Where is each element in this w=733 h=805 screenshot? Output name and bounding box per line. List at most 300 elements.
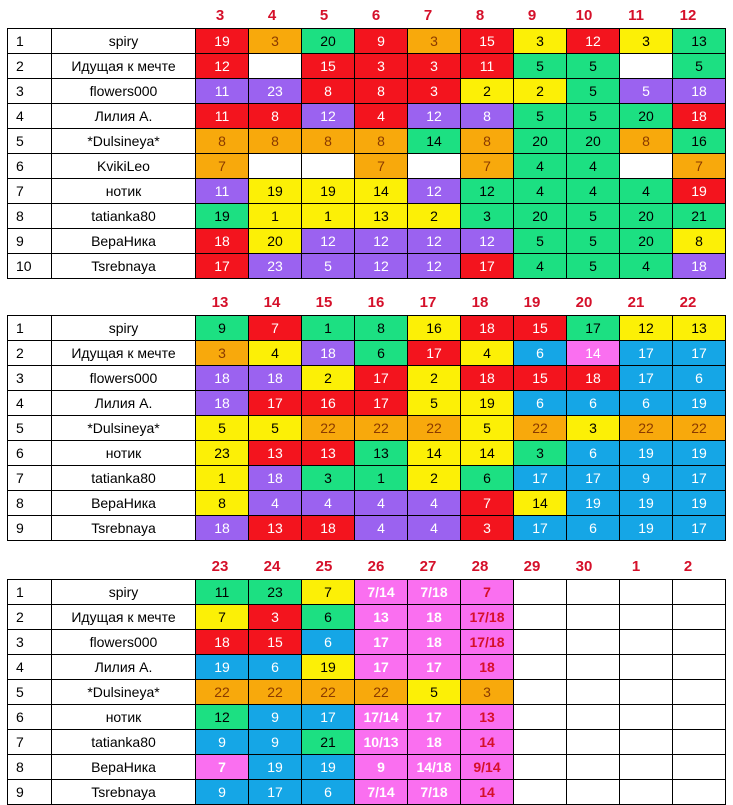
score-cell xyxy=(673,680,726,705)
score-cell: 12 xyxy=(302,104,355,129)
score-cell xyxy=(514,630,567,655)
score-cell: 15 xyxy=(514,366,567,391)
day-header: 29 xyxy=(523,558,541,575)
score-cell: 12 xyxy=(461,179,514,204)
score-cell: 19 xyxy=(249,179,302,204)
score-cell: 7/14 xyxy=(355,580,408,605)
score-cell: 13 xyxy=(355,441,408,466)
row-number: 7 xyxy=(8,179,52,204)
score-cell xyxy=(408,154,461,179)
score-cell: 18 xyxy=(567,366,620,391)
table-row xyxy=(8,366,726,391)
day-header: 13 xyxy=(211,294,229,311)
participant-name: tatianka80 xyxy=(52,204,196,229)
score-cell: 7 xyxy=(196,755,249,780)
score-cell: 17 xyxy=(355,630,408,655)
schedule-block-3 xyxy=(0,555,733,800)
score-cell: 3 xyxy=(408,79,461,104)
table-row xyxy=(8,491,726,516)
score-cell: 17 xyxy=(302,705,355,730)
day-header: 24 xyxy=(263,558,281,575)
table-row xyxy=(8,154,726,179)
score-cell: 17 xyxy=(514,466,567,491)
score-cell: 18 xyxy=(249,366,302,391)
score-cell: 5 xyxy=(567,54,620,79)
score-cell: 19 xyxy=(196,29,249,54)
score-cell xyxy=(514,780,567,805)
score-cell xyxy=(514,605,567,630)
score-cell: 5 xyxy=(567,204,620,229)
score-cell: 4 xyxy=(620,254,673,279)
score-cell: 7 xyxy=(196,605,249,630)
score-cell: 8 xyxy=(249,129,302,154)
score-cell: 11 xyxy=(196,79,249,104)
table-row xyxy=(8,79,726,104)
score-cell: 16 xyxy=(408,316,461,341)
score-cell: 4 xyxy=(620,179,673,204)
score-cell xyxy=(567,730,620,755)
score-cell: 19 xyxy=(567,491,620,516)
score-cell xyxy=(673,655,726,680)
score-cell: 14 xyxy=(408,129,461,154)
score-cell: 8 xyxy=(461,129,514,154)
table-row xyxy=(8,254,726,279)
participant-name: Tsrebnaya xyxy=(52,254,196,279)
score-cell: 2 xyxy=(408,204,461,229)
row-number: 6 xyxy=(8,441,52,466)
row-number: 6 xyxy=(8,154,52,179)
score-cell: 17 xyxy=(355,391,408,416)
score-cell: 8 xyxy=(302,129,355,154)
day-header: 22 xyxy=(679,294,697,311)
score-cell: 7/18 xyxy=(408,580,461,605)
score-cell: 1 xyxy=(302,204,355,229)
score-cell: 3 xyxy=(249,29,302,54)
score-cell: 17 xyxy=(408,341,461,366)
table-row xyxy=(8,780,726,805)
row-number: 3 xyxy=(8,630,52,655)
score-cell: 23 xyxy=(249,580,302,605)
score-cell: 18 xyxy=(408,605,461,630)
score-cell: 17 xyxy=(620,341,673,366)
score-cell: 17 xyxy=(567,316,620,341)
table-row xyxy=(8,466,726,491)
score-cell xyxy=(620,705,673,730)
score-cell xyxy=(514,705,567,730)
participant-name: ВераНика xyxy=(52,491,196,516)
day-header: 18 xyxy=(471,294,489,311)
score-cell: 9 xyxy=(196,316,249,341)
participant-name: нотик xyxy=(52,705,196,730)
score-cell: 19 xyxy=(196,655,249,680)
day-header: 28 xyxy=(471,558,489,575)
score-cell: 6 xyxy=(355,341,408,366)
score-cell: 8 xyxy=(461,104,514,129)
score-cell: 3 xyxy=(461,516,514,541)
score-cell: 7/18 xyxy=(408,780,461,805)
score-cell: 7 xyxy=(461,580,514,605)
score-cell: 21 xyxy=(302,730,355,755)
score-cell: 22 xyxy=(196,680,249,705)
score-cell: 15 xyxy=(461,29,514,54)
score-cell: 5 xyxy=(620,79,673,104)
score-cell: 22 xyxy=(302,680,355,705)
participant-name: *Dulsineya* xyxy=(52,680,196,705)
day-header: 6 xyxy=(371,7,381,24)
score-cell xyxy=(567,630,620,655)
score-cell: 7 xyxy=(673,154,726,179)
row-number: 4 xyxy=(8,104,52,129)
score-cell: 12 xyxy=(355,254,408,279)
score-cell: 20 xyxy=(620,104,673,129)
score-cell: 3 xyxy=(461,680,514,705)
score-cell: 18 xyxy=(302,516,355,541)
score-cell: 2 xyxy=(302,366,355,391)
row-number: 1 xyxy=(8,580,52,605)
table-row xyxy=(8,705,726,730)
score-cell: 3 xyxy=(620,29,673,54)
schedule-block-1 xyxy=(0,4,733,272)
participant-name: Идущая к мечте xyxy=(52,54,196,79)
day-header: 25 xyxy=(315,558,333,575)
score-cell xyxy=(620,755,673,780)
score-cell: 6 xyxy=(302,780,355,805)
score-cell: 18 xyxy=(673,104,726,129)
score-cell xyxy=(673,730,726,755)
score-cell: 6 xyxy=(514,391,567,416)
participant-name: Tsrebnaya xyxy=(52,516,196,541)
score-cell: 20 xyxy=(620,229,673,254)
schedule-block-2 xyxy=(0,291,733,536)
score-cell: 22 xyxy=(673,416,726,441)
table-row xyxy=(8,516,726,541)
score-cell: 7/14 xyxy=(355,780,408,805)
row-number: 8 xyxy=(8,755,52,780)
day-header: 1 xyxy=(631,558,641,575)
score-cell: 9 xyxy=(355,29,408,54)
score-cell: 12 xyxy=(567,29,620,54)
score-cell: 17 xyxy=(196,254,249,279)
score-cell: 12 xyxy=(355,229,408,254)
row-number: 9 xyxy=(8,780,52,805)
table-row xyxy=(8,416,726,441)
score-cell: 18 xyxy=(673,79,726,104)
score-cell: 9 xyxy=(196,730,249,755)
score-cell: 9 xyxy=(355,755,408,780)
score-cell: 14 xyxy=(461,730,514,755)
row-number: 9 xyxy=(8,516,52,541)
score-cell xyxy=(620,580,673,605)
day-header: 16 xyxy=(367,294,385,311)
day-header: 4 xyxy=(267,7,277,24)
score-cell: 18 xyxy=(673,254,726,279)
score-cell: 5 xyxy=(514,54,567,79)
score-cell: 8 xyxy=(355,79,408,104)
table-row xyxy=(8,605,726,630)
score-cell: 19 xyxy=(620,516,673,541)
score-cell: 4 xyxy=(514,179,567,204)
score-cell: 4 xyxy=(355,516,408,541)
score-cell: 18 xyxy=(196,366,249,391)
day-header: 12 xyxy=(679,7,697,24)
row-number: 1 xyxy=(8,316,52,341)
score-cell xyxy=(567,705,620,730)
score-cell: 5 xyxy=(302,254,355,279)
day-header: 21 xyxy=(627,294,645,311)
score-cell: 13 xyxy=(673,29,726,54)
score-cell: 13 xyxy=(355,605,408,630)
score-cell: 12 xyxy=(196,54,249,79)
score-cell: 18 xyxy=(461,655,514,680)
score-cell: 4 xyxy=(514,254,567,279)
score-cell xyxy=(673,630,726,655)
score-cell: 8 xyxy=(249,104,302,129)
score-cell: 4 xyxy=(514,154,567,179)
score-cell: 4 xyxy=(302,491,355,516)
score-cell: 2 xyxy=(514,79,567,104)
day-header: 20 xyxy=(575,294,593,311)
score-cell: 19 xyxy=(302,655,355,680)
score-cell: 10/13 xyxy=(355,730,408,755)
score-cell: 19 xyxy=(673,179,726,204)
score-cell xyxy=(567,580,620,605)
score-cell: 12 xyxy=(196,705,249,730)
score-cell: 13 xyxy=(302,441,355,466)
score-cell: 6 xyxy=(514,341,567,366)
score-cell: 7 xyxy=(249,316,302,341)
score-cell: 5 xyxy=(567,229,620,254)
score-cell xyxy=(567,780,620,805)
score-cell: 3 xyxy=(514,29,567,54)
score-cell: 1 xyxy=(196,466,249,491)
row-number: 3 xyxy=(8,366,52,391)
score-cell xyxy=(620,630,673,655)
score-cell: 19 xyxy=(620,441,673,466)
participant-name: нотик xyxy=(52,179,196,204)
row-number: 7 xyxy=(8,466,52,491)
score-cell: 3 xyxy=(567,416,620,441)
score-cell: 17 xyxy=(249,391,302,416)
score-cell: 4 xyxy=(249,341,302,366)
participant-name: flowers000 xyxy=(52,79,196,104)
day-header: 15 xyxy=(315,294,333,311)
table-row xyxy=(8,441,726,466)
row-number: 2 xyxy=(8,341,52,366)
day-header: 5 xyxy=(319,7,329,24)
score-cell xyxy=(249,154,302,179)
score-cell: 13 xyxy=(249,516,302,541)
score-cell: 8 xyxy=(620,129,673,154)
score-cell: 7 xyxy=(461,154,514,179)
score-cell: 6 xyxy=(461,466,514,491)
score-cell: 11 xyxy=(196,580,249,605)
table-row xyxy=(8,104,726,129)
score-cell: 7 xyxy=(196,154,249,179)
participant-name: Идущая к мечте xyxy=(52,341,196,366)
score-cell xyxy=(620,605,673,630)
score-cell: 1 xyxy=(249,204,302,229)
score-cell: 8 xyxy=(196,491,249,516)
row-number: 5 xyxy=(8,680,52,705)
score-cell: 7 xyxy=(461,491,514,516)
score-cell: 18 xyxy=(461,316,514,341)
participant-name: ВераНика xyxy=(52,755,196,780)
day-header: 7 xyxy=(423,7,433,24)
participant-name: tatianka80 xyxy=(52,730,196,755)
score-cell: 5 xyxy=(673,54,726,79)
participant-name: spiry xyxy=(52,580,196,605)
score-cell: 12 xyxy=(620,316,673,341)
score-cell: 1 xyxy=(355,466,408,491)
score-cell: 17/14 xyxy=(355,705,408,730)
score-cell: 4 xyxy=(567,179,620,204)
score-cell: 17 xyxy=(408,705,461,730)
score-cell: 20 xyxy=(620,204,673,229)
score-cell: 12 xyxy=(408,229,461,254)
score-cell: 22 xyxy=(355,416,408,441)
score-cell: 3 xyxy=(302,466,355,491)
score-cell: 18 xyxy=(196,630,249,655)
score-cell: 17 xyxy=(514,516,567,541)
day-header: 17 xyxy=(419,294,437,311)
score-cell: 17/18 xyxy=(461,630,514,655)
score-cell: 23 xyxy=(249,254,302,279)
score-cell xyxy=(620,780,673,805)
score-cell: 14 xyxy=(355,179,408,204)
table-row xyxy=(8,316,726,341)
score-cell: 18 xyxy=(249,466,302,491)
score-cell: 20 xyxy=(567,129,620,154)
score-cell: 23 xyxy=(196,441,249,466)
row-number: 3 xyxy=(8,79,52,104)
score-cell: 12 xyxy=(408,179,461,204)
score-cell: 22 xyxy=(620,416,673,441)
score-cell: 18 xyxy=(461,366,514,391)
score-cell: 9 xyxy=(249,705,302,730)
score-cell: 19 xyxy=(196,204,249,229)
score-cell: 14 xyxy=(567,341,620,366)
score-cell: 8 xyxy=(355,129,408,154)
score-cell: 17/18 xyxy=(461,605,514,630)
score-cell: 6 xyxy=(302,605,355,630)
score-cell: 2 xyxy=(408,466,461,491)
day-header: 8 xyxy=(475,7,485,24)
score-cell: 5 xyxy=(514,104,567,129)
score-cell: 15 xyxy=(302,54,355,79)
score-cell xyxy=(673,780,726,805)
score-cell: 5 xyxy=(196,416,249,441)
score-cell: 3 xyxy=(461,204,514,229)
score-cell: 12 xyxy=(461,229,514,254)
score-cell: 3 xyxy=(408,54,461,79)
score-cell: 17 xyxy=(461,254,514,279)
score-cell: 8 xyxy=(302,79,355,104)
row-number: 2 xyxy=(8,605,52,630)
table-row xyxy=(8,680,726,705)
score-cell: 9 xyxy=(196,780,249,805)
score-cell: 20 xyxy=(514,129,567,154)
score-cell: 22 xyxy=(249,680,302,705)
score-cell xyxy=(567,755,620,780)
schedule-table-3 xyxy=(7,579,726,805)
score-cell: 14 xyxy=(461,780,514,805)
score-cell: 14 xyxy=(514,491,567,516)
score-cell: 11 xyxy=(461,54,514,79)
day-header: 9 xyxy=(527,7,537,24)
row-number: 7 xyxy=(8,730,52,755)
day-header: 26 xyxy=(367,558,385,575)
participant-name: spiry xyxy=(52,316,196,341)
score-cell: 18 xyxy=(302,341,355,366)
score-cell: 15 xyxy=(249,630,302,655)
score-cell: 5 xyxy=(408,391,461,416)
score-cell: 23 xyxy=(249,79,302,104)
score-cell: 6 xyxy=(249,655,302,680)
score-cell: 5 xyxy=(408,680,461,705)
score-cell: 19 xyxy=(302,179,355,204)
score-cell: 13 xyxy=(461,705,514,730)
row-number: 8 xyxy=(8,491,52,516)
score-cell: 18 xyxy=(196,516,249,541)
row-number: 10 xyxy=(8,254,52,279)
score-cell: 1 xyxy=(302,316,355,341)
table-row xyxy=(8,129,726,154)
day-header: 23 xyxy=(211,558,229,575)
row-number: 4 xyxy=(8,655,52,680)
score-cell: 17 xyxy=(673,516,726,541)
score-cell: 6 xyxy=(302,630,355,655)
score-cell: 12 xyxy=(302,229,355,254)
score-cell: 5 xyxy=(514,229,567,254)
score-cell: 7 xyxy=(302,580,355,605)
score-cell: 6 xyxy=(620,391,673,416)
score-cell: 4 xyxy=(355,491,408,516)
score-cell: 8 xyxy=(673,229,726,254)
row-number: 4 xyxy=(8,391,52,416)
score-cell xyxy=(673,705,726,730)
score-cell xyxy=(673,580,726,605)
score-cell: 17 xyxy=(620,366,673,391)
score-cell: 4 xyxy=(408,491,461,516)
participant-name: Лилия А. xyxy=(52,655,196,680)
table-row xyxy=(8,755,726,780)
score-cell xyxy=(249,54,302,79)
participant-name: Лилия А. xyxy=(52,391,196,416)
score-cell: 17 xyxy=(673,466,726,491)
score-cell: 9 xyxy=(620,466,673,491)
row-number: 5 xyxy=(8,129,52,154)
score-cell: 17 xyxy=(567,466,620,491)
table-row xyxy=(8,391,726,416)
participant-name: нотик xyxy=(52,441,196,466)
score-cell: 13 xyxy=(249,441,302,466)
score-cell: 6 xyxy=(567,391,620,416)
score-cell: 18 xyxy=(408,630,461,655)
table-row xyxy=(8,580,726,605)
score-cell: 3 xyxy=(249,605,302,630)
table-row xyxy=(8,655,726,680)
participant-name: tatianka80 xyxy=(52,466,196,491)
score-cell: 17 xyxy=(355,366,408,391)
score-cell: 6 xyxy=(567,516,620,541)
score-cell: 16 xyxy=(302,391,355,416)
score-cell: 19 xyxy=(673,441,726,466)
row-number: 2 xyxy=(8,54,52,79)
score-cell: 22 xyxy=(355,680,408,705)
score-cell: 22 xyxy=(302,416,355,441)
table-row xyxy=(8,730,726,755)
score-cell: 12 xyxy=(408,254,461,279)
